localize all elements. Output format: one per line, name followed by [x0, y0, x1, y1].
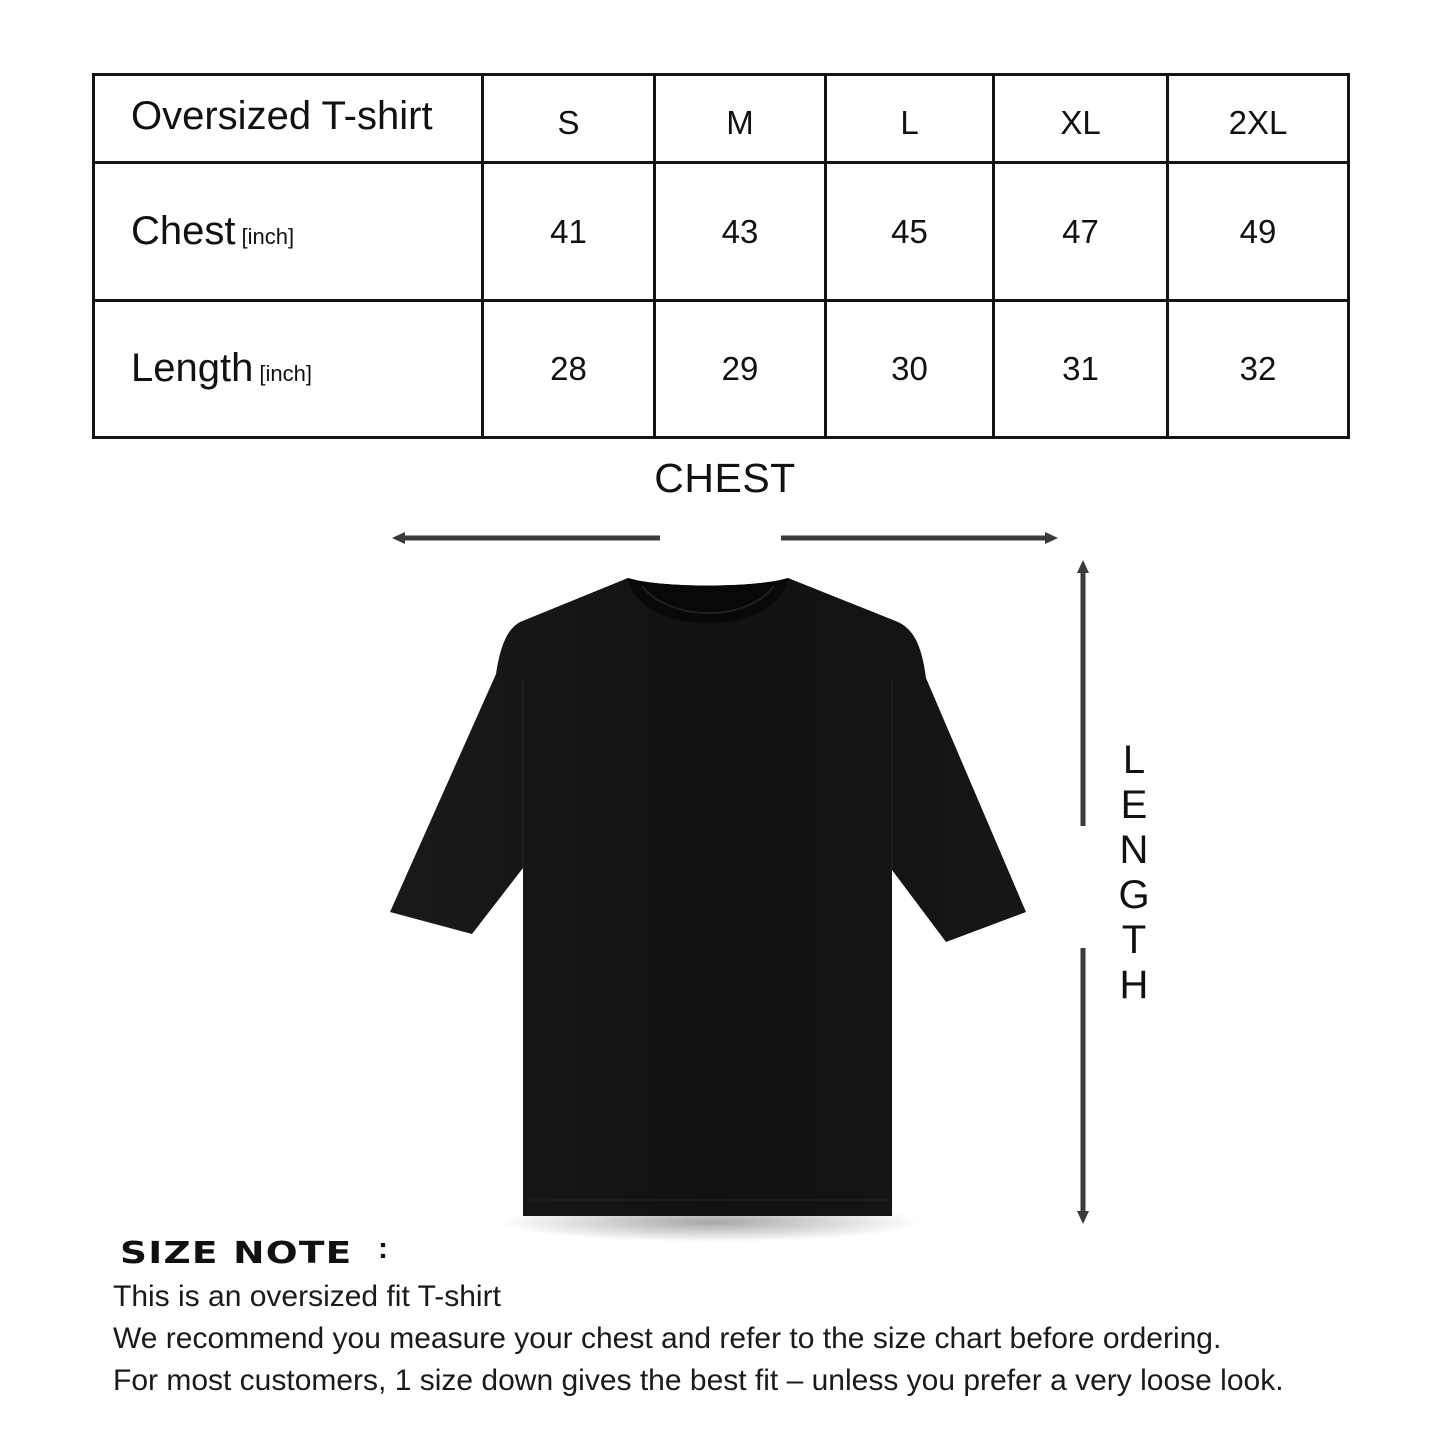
size-note-text: [113, 1276, 1284, 1402]
table-cell: 47: [994, 163, 1168, 300]
length-letter: L: [1122, 738, 1146, 782]
table-corner-label: Oversized T-shirt: [94, 75, 483, 163]
row-label-chest: Chest [inch]: [94, 163, 483, 300]
size-header-m: M: [655, 75, 826, 163]
size-header-s: S: [483, 75, 655, 163]
shirt-body: [390, 578, 1026, 1216]
chest-arrow-right: [781, 532, 1058, 544]
table-cell: 28: [483, 300, 655, 437]
table-cell: 45: [826, 163, 994, 300]
size-header-2xl: 2XL: [1168, 75, 1349, 163]
table-cell: 29: [655, 300, 826, 437]
length-letter: G: [1118, 873, 1150, 917]
length-letter: T: [1121, 918, 1147, 962]
length-letter: H: [1119, 963, 1149, 1007]
size-note-colon: :: [378, 1232, 388, 1265]
row-label-length: Length [inch]: [94, 300, 483, 437]
note-line: For most customers, 1 size down gives the best fit – unless you prefer a very loose look.: [113, 1364, 1284, 1397]
table-cell: 49: [1168, 163, 1349, 300]
tshirt-illustration: [370, 560, 1050, 1260]
table-cell: 43: [655, 163, 826, 300]
unit-label: [inch]: [259, 361, 312, 387]
note-line: This is an oversized fit T-shirt: [113, 1280, 501, 1313]
size-note-title: SIZE NOTE: [120, 1236, 353, 1271]
note-line: We recommend you measure your chest and refer to the size chart before ordering.: [113, 1322, 1222, 1355]
unit-label: [inch]: [241, 224, 295, 250]
length-arrow-bottom: [1077, 948, 1089, 1224]
table-cell: 31: [994, 300, 1168, 437]
size-header-l: L: [826, 75, 994, 163]
size-header-xl: XL: [994, 75, 1168, 163]
chest-arrow-left: [392, 532, 660, 544]
table-cell: 30: [826, 300, 994, 437]
table-cell: 32: [1168, 300, 1349, 437]
length-arrow-top: [1077, 560, 1089, 826]
chest-label: CHEST: [654, 455, 796, 501]
length-label: [1108, 738, 1160, 1008]
length-letter: E: [1120, 783, 1148, 827]
length-letter: N: [1119, 828, 1149, 872]
table-cell: 41: [483, 163, 655, 300]
